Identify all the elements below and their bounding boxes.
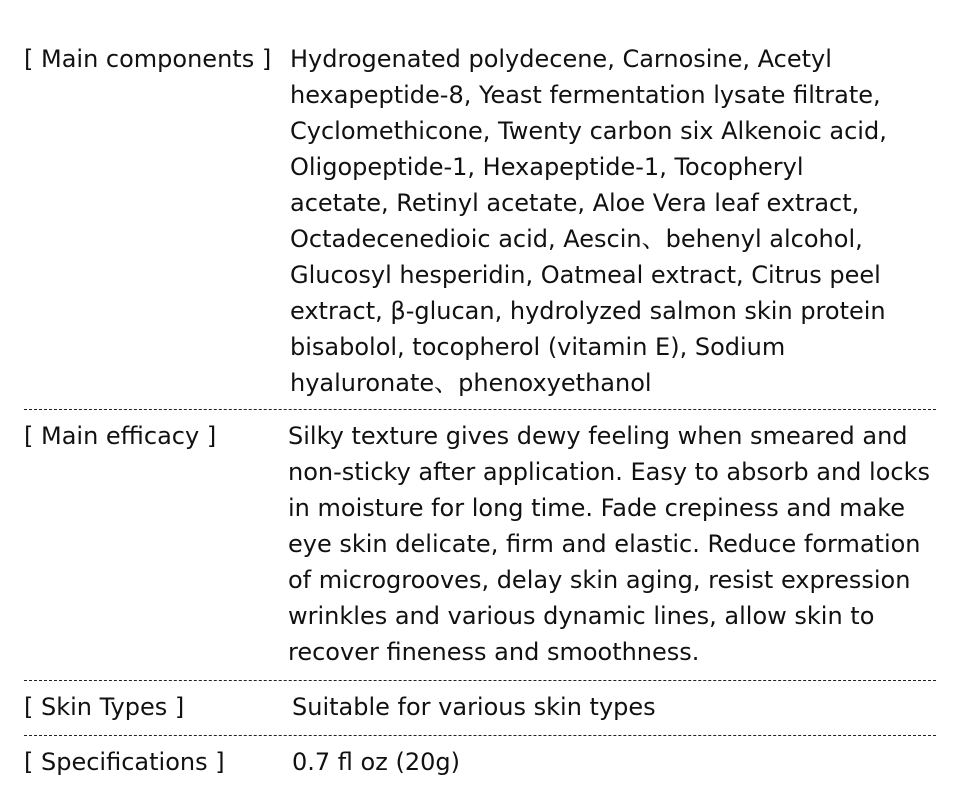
main-components-row — [24, 41, 936, 401]
main-efficacy-line: non-sticky after application. Easy to absorb and locks — [288, 458, 930, 486]
dashed-divider — [24, 680, 936, 681]
main-components-line: Glucosyl hesperidin, Oatmeal extract, Citrus peel — [290, 261, 881, 289]
main-components-line: hyaluronate、phenoxyethanol — [290, 369, 652, 397]
main-efficacy-line: recover fineness and smoothness. — [288, 638, 700, 666]
product-spec-sheet — [24, 41, 936, 780]
main-components-line: Cyclomethicone, Twenty carbon six Alkenoic acid, — [290, 117, 887, 145]
specifications-value — [292, 744, 942, 780]
skin-types-label: [ Skin Types ] — [24, 693, 185, 721]
dashed-divider — [24, 409, 936, 410]
main-components-line: acetate, Retinyl acetate, Aloe Vera leaf extract, — [290, 189, 860, 217]
skin-types-row — [24, 689, 936, 725]
main-components-line: hexapeptide-8, Yeast fermentation lysate filtrate, — [290, 81, 881, 109]
skin-types-value — [292, 689, 942, 725]
main-components-line: extract, β-glucan, hydrolyzed salmon skin protein — [290, 297, 886, 325]
specifications-row — [24, 744, 936, 780]
skin-types-text: Suitable for various skin types — [292, 693, 656, 721]
specifications-text: 0.7 fl oz (20g) — [292, 748, 460, 776]
main-components-line: Oligopeptide-1, Hexapeptide-1, Tocopheryl — [290, 153, 804, 181]
main-efficacy-value — [288, 418, 938, 670]
main-components-value — [290, 41, 940, 401]
main-efficacy-line: Silky texture gives dewy feeling when smeared and — [288, 422, 908, 450]
main-components-line: Hydrogenated polydecene, Carnosine, Acetyl — [290, 45, 832, 73]
main-efficacy-line: of microgrooves, delay skin aging, resist expression — [288, 566, 911, 594]
main-efficacy-line: eye skin delicate, firm and elastic. Reduce formation — [288, 530, 921, 558]
main-efficacy-line: wrinkles and various dynamic lines, allow skin to — [288, 602, 875, 630]
main-efficacy-line: in moisture for long time. Fade crepiness and make — [288, 494, 906, 522]
main-components-line: Octadecenedioic acid, Aescin、behenyl alcohol, — [290, 225, 863, 253]
dashed-divider — [24, 735, 936, 736]
main-components-line: bisabolol, tocopherol (vitamin E), Sodium — [290, 333, 786, 361]
main-components-label: [ Main components ] — [24, 45, 272, 73]
main-efficacy-row — [24, 418, 936, 670]
main-efficacy-label: [ Main efficacy ] — [24, 422, 217, 450]
specifications-label: [ Specifications ] — [24, 748, 225, 776]
